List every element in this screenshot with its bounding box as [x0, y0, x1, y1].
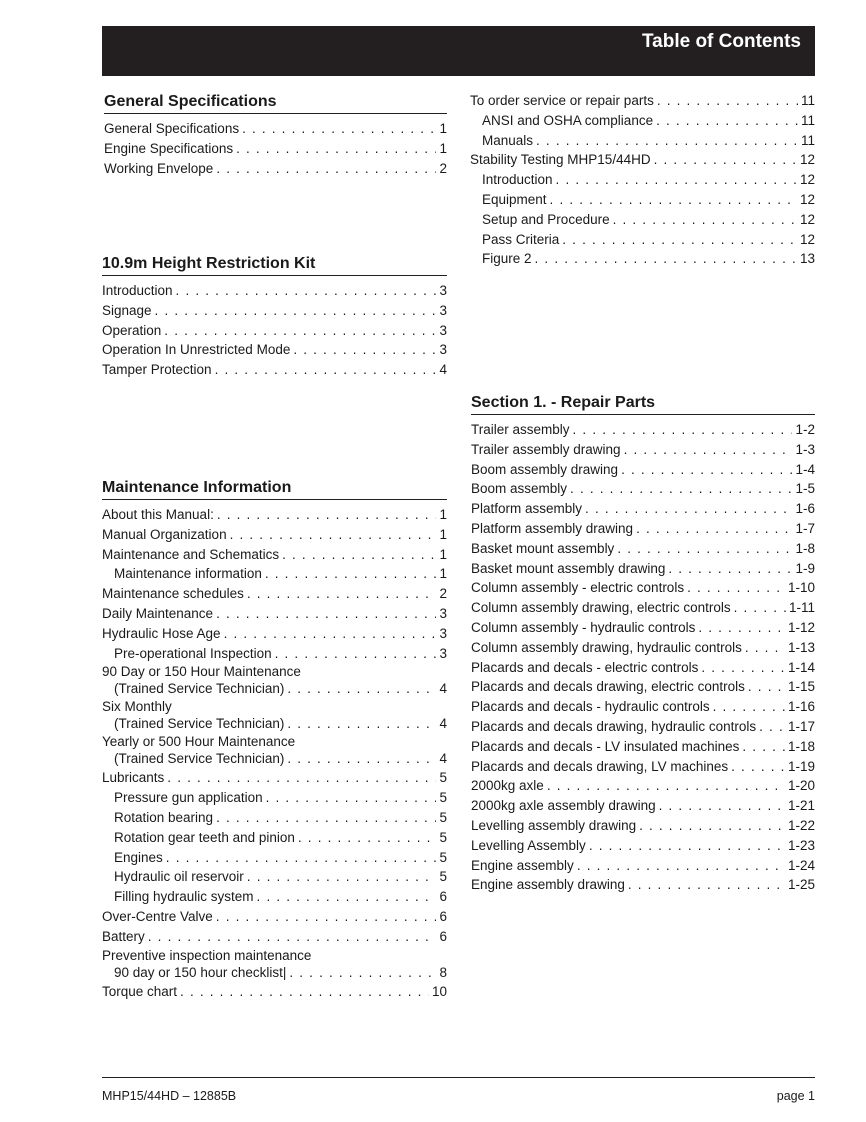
toc-entry-label: Levelling assembly drawing — [471, 817, 637, 833]
toc-entry-label: ANSI and OSHA compliance — [482, 112, 654, 128]
footer-rule — [102, 1077, 815, 1078]
toc-entry-heading: Six Monthly — [102, 699, 172, 715]
toc-entry-label: Signage — [102, 302, 152, 318]
toc-entry-page: 5 — [439, 790, 447, 806]
toc-entry-label: Pressure gun application — [114, 790, 263, 806]
toc-entry[interactable] — [470, 91, 815, 111]
toc-entry-label: Filling hydraulic system — [114, 889, 254, 905]
toc-entry[interactable] — [102, 733, 447, 768]
toc-entry-page: 1-16 — [787, 699, 815, 715]
dot-leader — [176, 281, 437, 301]
toc-entry-page: 1-22 — [787, 817, 815, 833]
dot-leader — [745, 638, 785, 658]
toc-entry-label: Introduction — [482, 172, 553, 188]
toc-entry-page: 1-18 — [787, 738, 815, 754]
toc-list — [104, 119, 447, 178]
toc-entry-page: 5 — [439, 869, 447, 885]
toc-entry-label: Placards and decals drawing, LV machines — [471, 758, 729, 774]
toc-entry-page: 10 — [431, 983, 447, 999]
toc-entry-page: 1 — [439, 507, 447, 522]
section-height-restriction-kit — [102, 254, 447, 380]
dot-leader — [236, 139, 436, 159]
toc-entry[interactable] — [471, 796, 815, 816]
toc-entry-heading: Yearly or 500 Hour Maintenance — [102, 734, 296, 750]
toc-entry-label: General Specifications — [104, 121, 240, 136]
toc-entry[interactable] — [471, 757, 815, 777]
dot-leader — [216, 604, 436, 624]
section-title: Maintenance Information — [102, 478, 447, 500]
toc-entry[interactable] — [471, 499, 815, 519]
toc-entry-label: Tamper Protection — [102, 362, 212, 378]
toc-entry-label: Rotation gear teeth and pinion — [114, 829, 295, 845]
toc-entry[interactable] — [102, 545, 447, 565]
dot-leader — [659, 796, 785, 816]
toc-entry[interactable] — [102, 505, 447, 525]
toc-entry-label: Platform assembly drawing — [471, 520, 634, 536]
toc-list — [102, 505, 447, 1001]
toc-entry[interactable] — [471, 836, 815, 856]
toc-entry-page: 1-17 — [787, 718, 815, 734]
dot-leader — [535, 249, 797, 269]
toc-entry[interactable] — [470, 111, 815, 131]
toc-entry-page: 1 — [439, 546, 447, 562]
section-title: 10.9m Height Restriction Kit — [102, 254, 447, 276]
toc-entry[interactable] — [102, 848, 447, 868]
toc-entry-page: 2 — [439, 160, 447, 176]
dot-leader — [734, 598, 786, 618]
toc-entry-label: About this Manual: — [102, 507, 214, 522]
toc-entry-page: 8 — [439, 964, 447, 980]
footer-page-number: page 1 — [776, 1089, 815, 1103]
dot-leader — [577, 856, 785, 876]
toc-entry[interactable] — [102, 982, 447, 1002]
dot-leader — [668, 559, 792, 579]
toc-entry[interactable] — [471, 578, 815, 598]
toc-entry-page: 3 — [439, 625, 447, 641]
toc-entry-label: Column assembly - electric controls — [471, 580, 685, 596]
toc-entry-label: Battery — [102, 928, 145, 944]
dot-leader — [180, 982, 429, 1002]
toc-entry[interactable] — [470, 150, 815, 170]
dot-leader — [289, 964, 436, 982]
toc-entry-page: 6 — [439, 889, 447, 905]
toc-entry[interactable] — [102, 768, 447, 788]
toc-entry-page: 1 — [439, 526, 447, 542]
toc-entry-label: Maintenance information — [114, 566, 262, 582]
page-title: Table of Contents — [641, 31, 801, 52]
dot-leader — [624, 440, 793, 460]
toc-entry[interactable] — [102, 698, 447, 733]
toc-entry-page: 1-24 — [787, 857, 815, 873]
dot-leader — [628, 875, 785, 895]
toc-entry-label: Rotation bearing — [114, 809, 214, 825]
dot-leader — [247, 867, 437, 887]
toc-entry-label: Basket mount assembly drawing — [471, 560, 666, 576]
toc-entry-page: 1-10 — [787, 580, 815, 596]
toc-entry[interactable] — [470, 131, 815, 151]
toc-entry[interactable] — [102, 927, 447, 947]
dot-leader — [713, 697, 785, 717]
toc-entry-label: Equipment — [482, 191, 547, 207]
toc-entry[interactable] — [102, 867, 447, 887]
dot-leader — [731, 757, 785, 777]
dot-leader — [617, 539, 792, 559]
toc-entry-label: Levelling Assembly — [471, 837, 586, 853]
toc-entry[interactable] — [470, 190, 815, 210]
toc-entry[interactable] — [102, 788, 447, 808]
dot-leader — [167, 768, 436, 788]
toc-entry[interactable] — [471, 697, 815, 717]
dot-leader — [287, 715, 436, 733]
dot-leader — [550, 190, 797, 210]
toc-entry[interactable] — [102, 947, 447, 982]
toc-entry[interactable] — [102, 663, 447, 698]
toc-entry-page: 5 — [439, 770, 447, 786]
toc-entry[interactable] — [471, 460, 815, 480]
dot-leader — [155, 301, 437, 321]
toc-entry[interactable] — [102, 564, 447, 584]
toc-entry-page: 1-9 — [795, 560, 815, 576]
dot-leader — [216, 907, 437, 927]
toc-entry-label: Engines — [114, 849, 163, 865]
dot-leader — [265, 564, 437, 584]
dot-leader — [287, 750, 436, 768]
toc-entry-page: 3 — [439, 645, 447, 661]
toc-entry-page: 1-5 — [795, 481, 815, 497]
toc-entry-page: 1-21 — [787, 798, 815, 814]
dot-leader — [282, 545, 436, 565]
toc-entry-label: Column assembly - hydraulic controls — [471, 619, 696, 635]
dot-leader — [242, 119, 436, 139]
dot-leader — [257, 887, 437, 907]
toc-entry[interactable] — [471, 677, 815, 697]
toc-entry[interactable] — [471, 598, 815, 618]
toc-entry[interactable] — [102, 644, 447, 664]
toc-entry[interactable] — [471, 856, 815, 876]
toc-entry[interactable] — [470, 210, 815, 230]
toc-entry-label: Pre-operational Inspection — [114, 645, 272, 661]
dot-leader — [636, 519, 792, 539]
toc-entry-label: Basket mount assembly — [471, 540, 615, 556]
toc-entry-label: Platform assembly — [471, 501, 583, 517]
toc-entry-label: Lubricants — [102, 770, 165, 786]
toc-entry-label: Maintenance and Schematics — [102, 546, 280, 562]
toc-entry-continuation — [102, 680, 447, 698]
toc-entry-page: 4 — [439, 751, 447, 767]
toc-entry-page: 1-13 — [787, 639, 815, 655]
dot-leader — [293, 340, 436, 360]
toc-entry[interactable] — [471, 737, 815, 757]
toc-entry-label: Operation In Unrestricted Mode — [102, 342, 291, 358]
toc-entry-page: 1-7 — [795, 520, 815, 536]
toc-entry-label: Daily Maintenance — [102, 605, 214, 621]
toc-entry-page: 1-8 — [795, 540, 815, 556]
section-service — [470, 91, 815, 269]
dot-leader — [687, 578, 785, 598]
header-bar — [102, 26, 815, 76]
dot-leader — [215, 360, 437, 380]
toc-entry[interactable] — [102, 360, 447, 380]
dot-leader — [657, 91, 798, 111]
toc-entry-page: 3 — [439, 302, 447, 318]
dot-leader — [556, 170, 797, 190]
toc-entry-label: Placards and decals drawing, hydraulic controls — [471, 718, 757, 734]
toc-entry-page: 13 — [799, 251, 815, 267]
dot-leader — [266, 788, 437, 808]
toc-list — [102, 281, 447, 380]
toc-entry-page: 1 — [439, 121, 447, 136]
toc-entry-page: 5 — [439, 829, 447, 845]
toc-entry-label: Placards and decals - LV insulated machines — [471, 738, 740, 754]
toc-entry-label: (Trained Service Technician) — [114, 716, 285, 732]
toc-entry-label: Engine assembly — [471, 857, 574, 873]
dot-leader — [287, 680, 436, 698]
toc-entry-page: 1-6 — [795, 501, 815, 517]
dot-leader — [216, 159, 436, 179]
dot-leader — [698, 618, 785, 638]
toc-entry-label: Engine assembly drawing — [471, 877, 625, 893]
toc-entry-label: Placards and decals drawing, electric controls — [471, 679, 745, 695]
toc-entry-label: To order service or repair parts — [470, 93, 654, 108]
toc-entry-label: 2000kg axle — [471, 778, 544, 794]
toc-entry-label: Manuals — [482, 132, 534, 148]
toc-entry-page: 11 — [800, 93, 815, 108]
toc-entry[interactable] — [102, 887, 447, 907]
toc-list — [470, 91, 815, 269]
toc-entry-page: 1 — [439, 140, 447, 156]
toc-entry[interactable] — [471, 479, 815, 499]
toc-entry-page: 1-25 — [787, 877, 815, 893]
toc-entry-continuation — [102, 750, 447, 768]
toc-entry-label: Operation — [102, 322, 162, 338]
toc-entry[interactable] — [102, 828, 447, 848]
toc-entry[interactable] — [471, 638, 815, 658]
toc-entry[interactable] — [471, 420, 815, 440]
toc-entry-label: Stability Testing MHP15/44HD — [470, 152, 651, 168]
toc-entry[interactable] — [470, 230, 815, 250]
footer-doc-id: MHP15/44HD – 12885B — [102, 1089, 237, 1103]
toc-entry-label: Trailer assembly drawing — [471, 441, 621, 457]
toc-entry-heading: Preventive inspection maintenance — [102, 947, 312, 963]
toc-entry-label: Placards and decals - hydraulic controls — [471, 699, 710, 715]
section-title: Section 1. - Repair Parts — [471, 393, 815, 415]
toc-list — [471, 420, 815, 895]
dot-leader — [570, 479, 792, 499]
toc-entry[interactable] — [102, 907, 447, 927]
toc-entry-label: Boom assembly drawing — [471, 461, 619, 477]
toc-entry-page: 11 — [800, 112, 815, 128]
toc-entry-page: 4 — [439, 681, 447, 697]
toc-entry-page: 12 — [799, 231, 815, 247]
toc-entry[interactable] — [102, 808, 447, 828]
toc-entry[interactable] — [102, 321, 447, 341]
toc-entry-page: 12 — [799, 172, 815, 188]
dot-leader — [742, 737, 785, 757]
toc-entry-page: 1-12 — [787, 619, 815, 635]
dot-leader — [639, 816, 785, 836]
toc-entry-label: Introduction — [102, 283, 173, 298]
toc-entry[interactable] — [102, 340, 447, 360]
dot-leader — [217, 505, 437, 525]
toc-entry[interactable] — [102, 604, 447, 624]
toc-entry-page: 5 — [439, 809, 447, 825]
toc-entry-label: Manual Organization — [102, 526, 227, 542]
toc-entry[interactable] — [104, 139, 447, 159]
toc-entry-heading: 90 Day or 150 Hour Maintenance — [102, 664, 301, 680]
dot-leader — [589, 836, 785, 856]
dot-leader — [748, 677, 785, 697]
toc-entry[interactable] — [471, 717, 815, 737]
toc-entry-label: Placards and decals - electric controls — [471, 659, 699, 675]
toc-entry[interactable] — [471, 539, 815, 559]
toc-entry-label: Column assembly drawing, electric controls — [471, 600, 731, 616]
toc-entry-page: 1-3 — [795, 441, 815, 457]
toc-entry-continuation — [102, 964, 447, 982]
toc-entry[interactable] — [102, 301, 447, 321]
toc-entry-page: 1 — [439, 566, 447, 582]
toc-entry-label: Hydraulic Hose Age — [102, 625, 221, 641]
toc-entry-page: 11 — [800, 132, 815, 148]
toc-entry[interactable] — [471, 776, 815, 796]
toc-entry[interactable] — [104, 119, 447, 139]
toc-entry-page: 1-2 — [795, 422, 815, 437]
toc-entry-page: 1-23 — [787, 837, 815, 853]
section-title: General Specifications — [104, 92, 447, 114]
toc-entry[interactable] — [102, 584, 447, 604]
toc-entry-page: 2 — [439, 586, 447, 602]
dot-leader — [275, 644, 437, 664]
dot-leader — [224, 624, 437, 644]
toc-entry-label: Column assembly drawing, hydraulic controls — [471, 639, 742, 655]
dot-leader — [656, 111, 798, 131]
toc-entry-page: 1-14 — [787, 659, 815, 675]
dot-leader — [759, 717, 785, 737]
toc-entry-label: (Trained Service Technician) — [114, 681, 285, 697]
toc-entry[interactable] — [102, 624, 447, 644]
toc-entry-page: 6 — [439, 928, 447, 944]
toc-entry[interactable] — [104, 159, 447, 179]
dot-leader — [230, 525, 437, 545]
toc-entry-page: 5 — [439, 849, 447, 865]
dot-leader — [547, 776, 785, 796]
toc-entry-label: Torque chart — [102, 983, 178, 999]
toc-entry[interactable] — [471, 658, 815, 678]
section-general-specifications — [104, 92, 447, 178]
dot-leader — [164, 321, 436, 341]
dot-leader — [216, 808, 436, 828]
toc-entry-page: 12 — [799, 191, 815, 207]
toc-entry-continuation — [102, 715, 447, 733]
toc-entry-page: 3 — [439, 605, 447, 621]
section-repair-parts — [471, 393, 815, 895]
toc-entry-page: 6 — [439, 908, 447, 924]
dot-leader — [701, 658, 785, 678]
toc-entry-label: Engine Specifications — [104, 140, 234, 156]
dot-leader — [562, 230, 797, 250]
toc-entry-label: Maintenance schedules — [102, 586, 244, 602]
toc-entry-page: 4 — [439, 716, 447, 732]
toc-entry-label: Over-Centre Valve — [102, 908, 213, 924]
toc-entry-label: Pass Criteria — [482, 231, 560, 247]
toc-entry-page: 1-19 — [787, 758, 815, 774]
dot-leader — [621, 460, 792, 480]
dot-leader — [166, 848, 437, 868]
toc-entry-page: 3 — [439, 322, 447, 338]
dot-leader — [585, 499, 792, 519]
toc-entry[interactable] — [471, 875, 815, 895]
toc-entry-page: 1-4 — [795, 461, 815, 477]
toc-entry-page: 3 — [439, 342, 447, 358]
toc-entry[interactable] — [102, 281, 447, 301]
toc-entry-label: Figure 2 — [482, 251, 532, 267]
section-maintenance-information — [102, 478, 447, 1001]
dot-leader — [573, 420, 793, 440]
toc-entry-page: 12 — [799, 152, 815, 168]
dot-leader — [298, 828, 437, 848]
toc-entry-label: Trailer assembly — [471, 422, 570, 437]
toc-entry[interactable] — [470, 170, 815, 190]
toc-entry-page: 4 — [439, 362, 447, 378]
toc-entry-label: (Trained Service Technician) — [114, 751, 285, 767]
toc-entry[interactable] — [471, 559, 815, 579]
dot-leader — [148, 927, 437, 947]
toc-entry-label: Boom assembly — [471, 481, 568, 497]
toc-entry-page: 3 — [439, 283, 447, 298]
toc-entry-label: Working Envelope — [104, 160, 214, 176]
toc-entry[interactable] — [471, 519, 815, 539]
toc-entry[interactable] — [471, 816, 815, 836]
toc-entry-page: 1-20 — [787, 778, 815, 794]
toc-entry-page: 1-15 — [787, 679, 815, 695]
toc-entry[interactable] — [102, 525, 447, 545]
dot-leader — [654, 150, 797, 170]
toc-entry[interactable] — [470, 249, 815, 269]
toc-entry-label: Hydraulic oil reservoir — [114, 869, 244, 885]
toc-entry[interactable] — [471, 618, 815, 638]
toc-entry-label: Setup and Procedure — [482, 211, 610, 227]
dot-leader — [613, 210, 797, 230]
dot-leader — [247, 584, 437, 604]
toc-entry-label: 2000kg axle assembly drawing — [471, 798, 656, 814]
toc-entry[interactable] — [471, 440, 815, 460]
toc-entry-label: 90 day or 150 hour checklist| — [114, 964, 287, 980]
dot-leader — [536, 131, 798, 151]
toc-entry-page: 1-11 — [788, 600, 815, 616]
toc-entry-page: 12 — [799, 211, 815, 227]
